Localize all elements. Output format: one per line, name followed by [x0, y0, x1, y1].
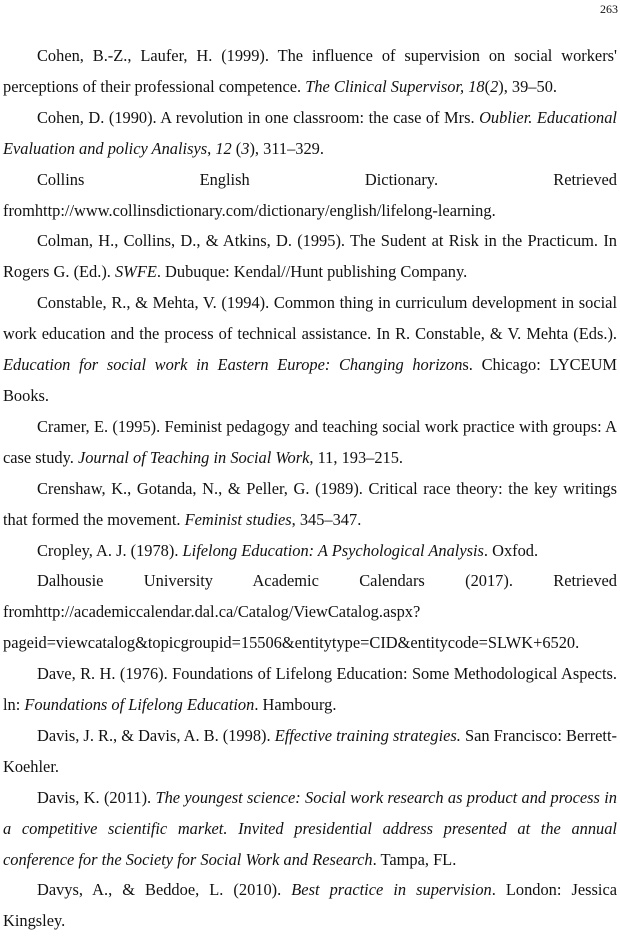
reference-entry: [3, 41, 617, 103]
reference-text-segment: Davys, A., & Beddoe, L. (2010).: [37, 880, 292, 900]
reference-entry: [3, 412, 617, 474]
reference-italic-segment: 12: [215, 138, 232, 158]
reference-text-segment: Crenshaw, K., Gotanda, N., & Peller, G. (1989). Critical race theory: the key writings that formed the movement.: [3, 478, 617, 529]
reference-text-segment: ), 311–329.: [249, 138, 324, 158]
reference-italic-segment: Effective training strategies.: [274, 725, 461, 745]
reference-text-segment: Davis, J. R., & Davis, A. B. (1998).: [37, 725, 275, 745]
reference-italic-segment: Education for social work in Eastern Europe: Changing horizon: [3, 355, 463, 375]
reference-list: [3, 41, 617, 937]
reference-text-segment: ,: [207, 138, 216, 158]
reference-entry: [3, 721, 617, 783]
reference-italic-segment: SWFE: [114, 262, 157, 282]
reference-italic-segment: 2: [490, 76, 499, 96]
reference-italic-segment: The Clinical Supervisor, 18: [305, 76, 485, 96]
reference-italic-segment: Feminist studies: [184, 509, 292, 529]
reference-entry: [3, 783, 617, 876]
reference-italic-segment: The youngest science: Social work research as product and process in a competitive scientific market. Invited presidential address presented at the annual conference for the Society for Social Work and Research: [3, 787, 617, 869]
reference-italic-segment: Foundations of Lifelong Education: [24, 695, 255, 715]
reference-entry: [3, 288, 617, 412]
reference-italic-segment: Lifelong Education: A Psychological Analysis: [182, 540, 484, 560]
reference-text-segment: Colman, H., Collins, D., & Atkins, D. (1995). The Sudent at Risk in the Practicum. In Rogers G. (Ed.).: [3, 231, 617, 282]
reference-text-segment: . London: Jessica Kingsley.: [3, 880, 618, 931]
reference-italic-segment: Best practice in supervision: [291, 880, 492, 900]
reference-text-segment: (: [231, 138, 242, 158]
reference-entry: [3, 165, 617, 227]
reference-text-segment: Dave, R. H. (1976). Foundations of Lifelong Education: Some Methodological Aspects. ln:: [3, 664, 617, 715]
reference-text-segment: . Hambourg.: [254, 695, 337, 715]
reference-entry: [3, 536, 617, 567]
reference-entry: [3, 566, 617, 659]
reference-text-segment: . Oxfod.: [483, 540, 539, 560]
reference-text-segment: . Tampa, FL.: [372, 849, 457, 869]
reference-text-segment: , 345–347.: [291, 509, 362, 529]
reference-italic-segment: 3: [241, 138, 250, 158]
reference-entry: [3, 474, 617, 536]
reference-italic-segment: Oublier. Educational Evaluation and policy Analisys: [3, 107, 617, 158]
reference-text-segment: ), 39–50.: [498, 76, 557, 96]
page-number: 263: [600, 2, 618, 16]
reference-text-segment: Cropley, A. J. (1978).: [37, 540, 183, 560]
reference-text-segment: s. Chicago: LYCEUM Books.: [3, 355, 617, 405]
reference-italic-segment: Journal of Teaching in Social Work: [77, 447, 310, 467]
reference-text-segment: Cramer, E. (1995). Feminist pedagogy and teaching social work practice with groups: A case study.: [3, 416, 617, 467]
reference-text-segment: , 11, 193–215.: [309, 447, 404, 467]
reference-entry: [3, 659, 617, 721]
reference-text-segment: Dalhousie University Academic Calendars (2017). Retrieved fromhttp://academiccalendar.dal.ca/Catalog/ViewCatalog.aspx?pageid=viewcatalog&topicgroupid=15506&entitytype=CID&entitycode=SLWK+6520.: [3, 571, 617, 653]
reference-text-segment: San Francisco: Berrett-Koehler.: [3, 725, 617, 776]
reference-text-segment: Davis, K. (2011).: [37, 787, 156, 807]
reference-text-segment: Cohen, D. (1990). A revolution in one classroom: the case of Mrs.: [37, 107, 480, 127]
reference-text-segment: . Dubuque: Kendal//Hunt publishing Company.: [156, 262, 468, 282]
reference-entry: [3, 875, 617, 937]
reference-entry: [3, 226, 617, 288]
reference-text-segment: Cohen, B.-Z., Laufer, H. (1999). The influence of supervision on social workers' perceptions of their professional competence.: [3, 46, 617, 96]
reference-entry: [3, 103, 617, 165]
reference-text-segment: Collins English Dictionary. Retrieved fromhttp://www.collinsdictionary.com/dictionary/english/lifelong-learning.: [3, 169, 617, 220]
reference-text-segment: Constable, R., & Mehta, V. (1994). Common thing in curriculum development in social work education and the process of technical assistance. In R. Constable, & V. Mehta (Eds.).: [3, 293, 617, 344]
reference-text-segment: (: [484, 76, 491, 96]
